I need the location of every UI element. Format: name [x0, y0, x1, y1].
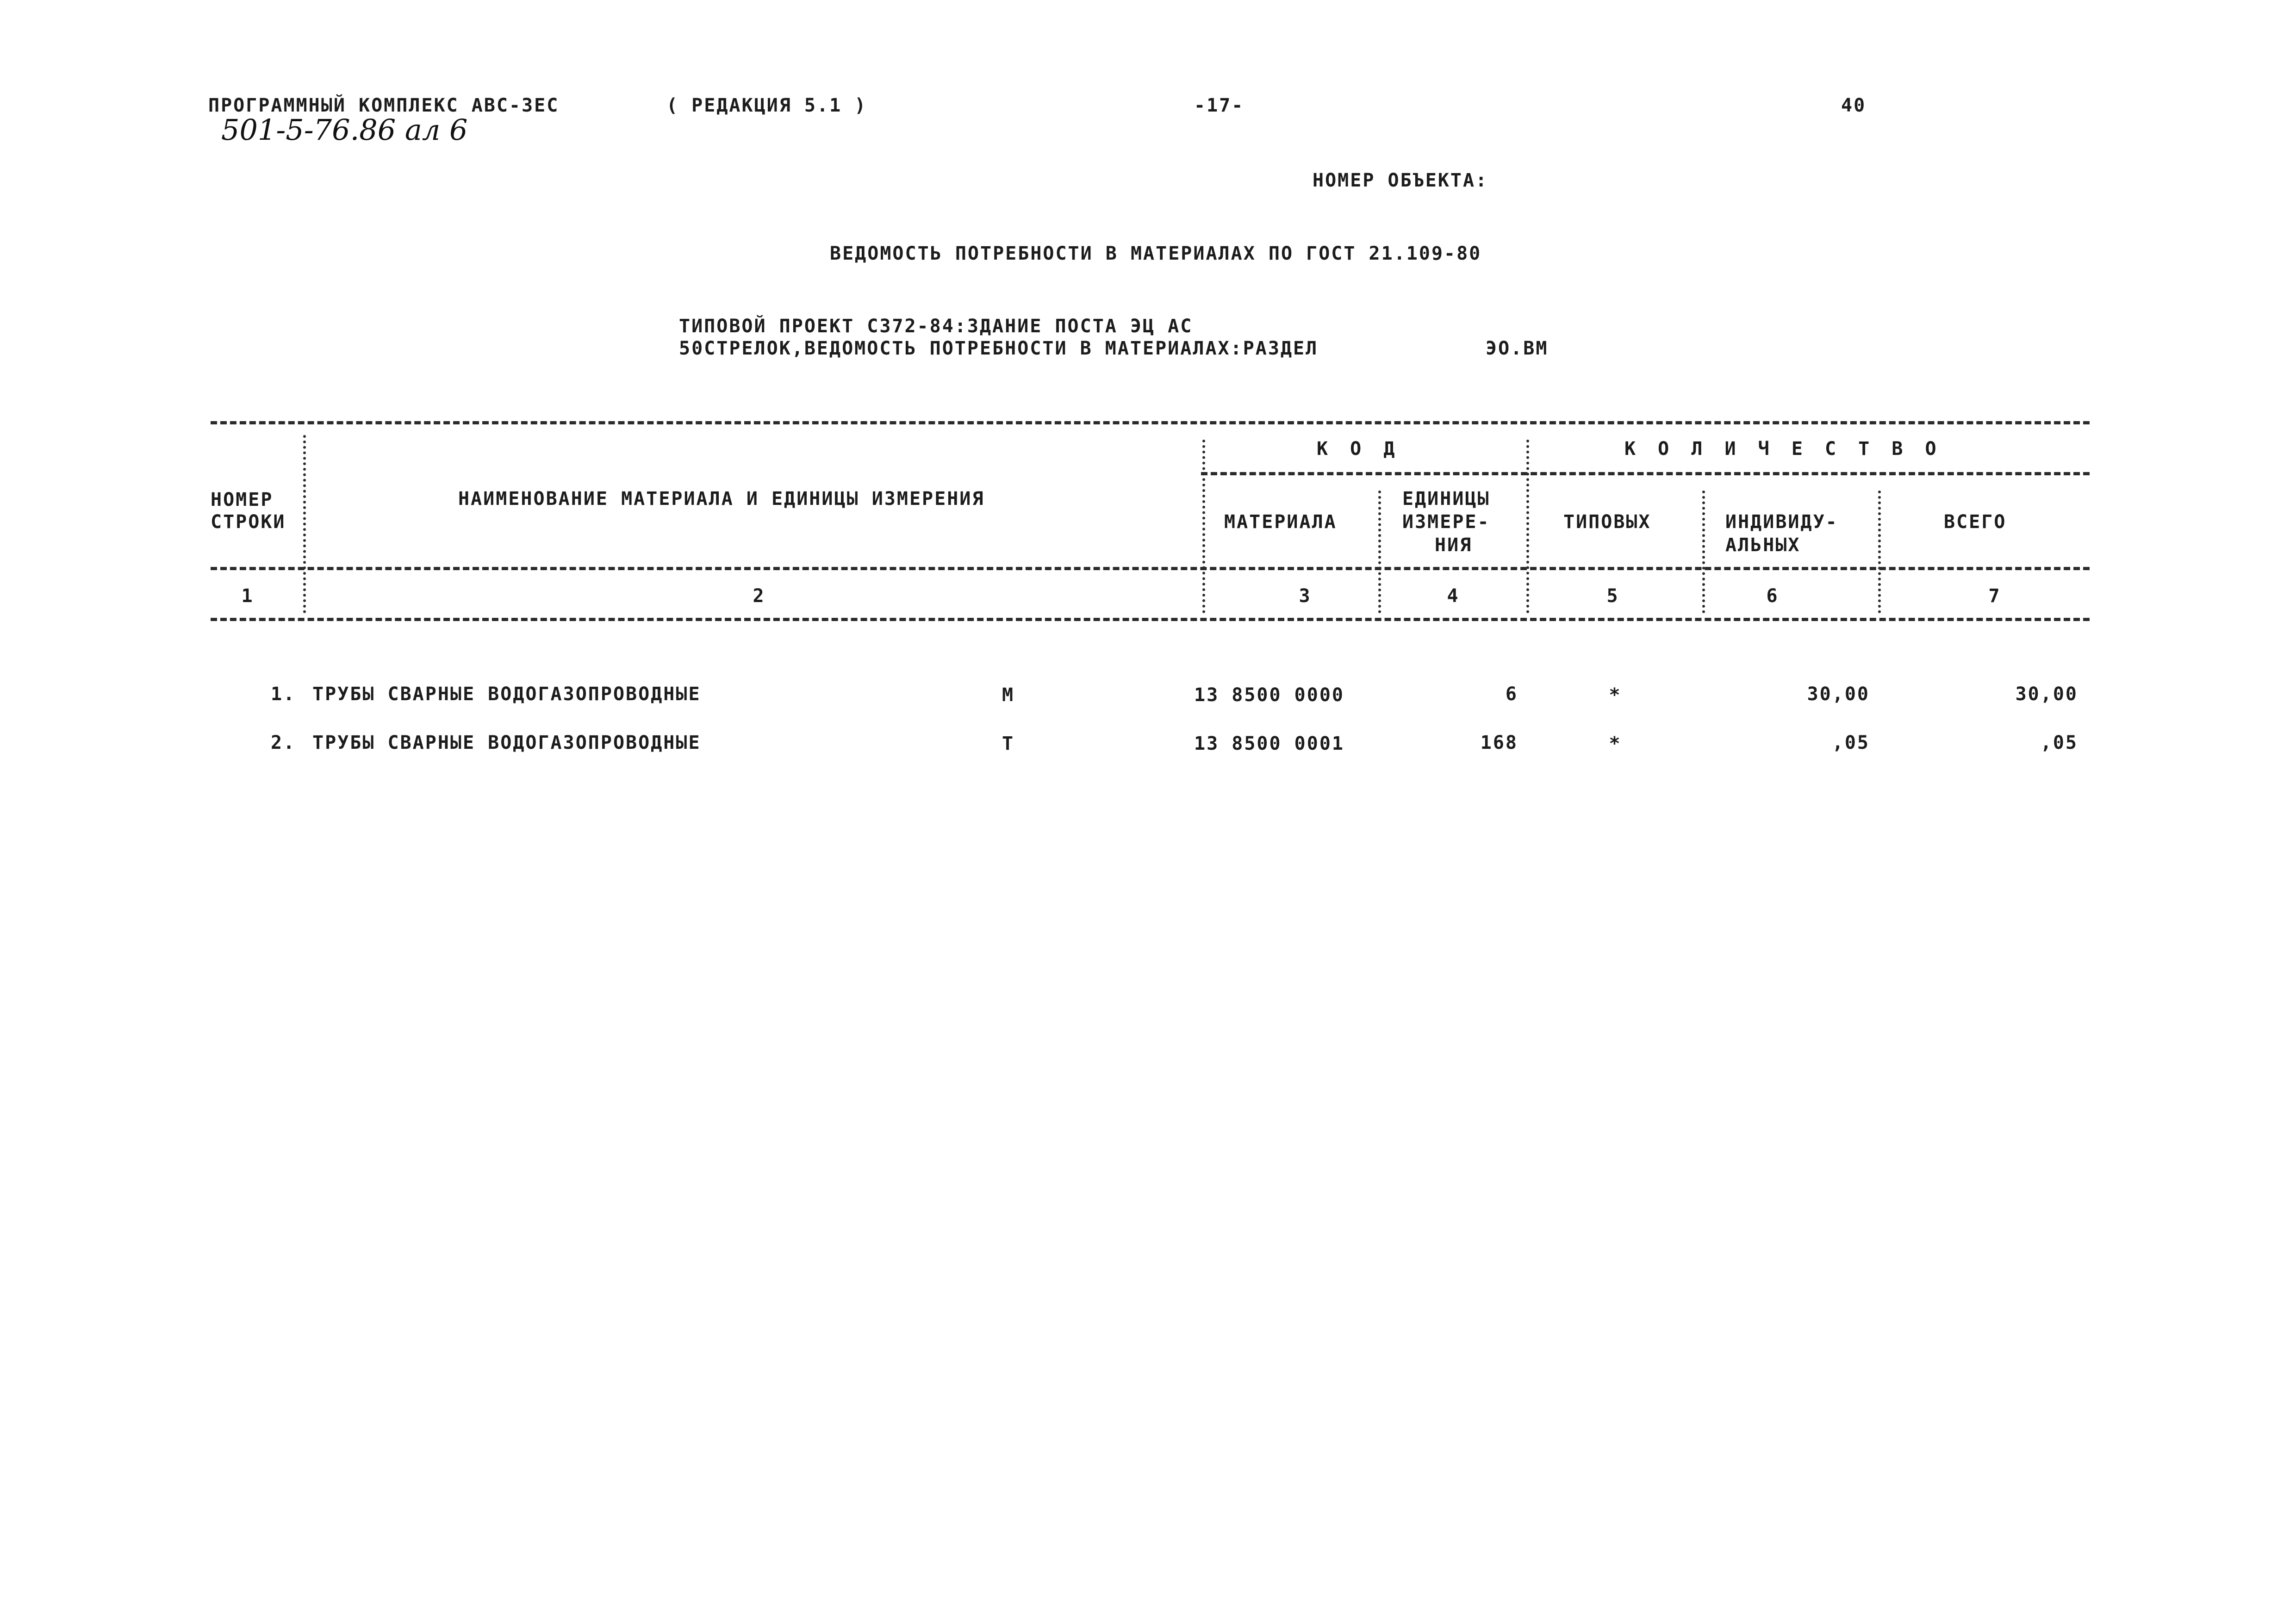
document-title: ВЕДОМОСТЬ ПОТРЕБНОСТИ В МАТЕРИАЛАХ ПО ГОСТ 21.109-80: [830, 243, 1482, 264]
material-name: ТРУБЫ СВАРНЫЕ ВОДОГАЗОПРОВОДНЫЕ: [312, 684, 701, 705]
page-number: -17-: [1194, 95, 1244, 116]
individual-qty: 30,00: [1807, 684, 1870, 705]
typical-qty: *: [1609, 684, 1622, 706]
col-sep-1: [303, 435, 306, 613]
header-code-group: К О Д: [1317, 438, 1400, 460]
row-number: 1.: [271, 684, 296, 705]
column-number-6: 6: [1766, 585, 1779, 607]
individual-qty: ,05: [1832, 732, 1870, 753]
material-name: ТРУБЫ СВАРНЫЕ ВОДОГАЗОПРОВОДНЫЕ: [312, 732, 701, 753]
column-number-4: 4: [1447, 585, 1460, 607]
column-number-3: 3: [1299, 585, 1312, 607]
unit-code: 168: [1480, 732, 1518, 753]
header-code-material: МАТЕРИАЛА: [1224, 511, 1337, 533]
column-number-5: 5: [1606, 585, 1619, 607]
col-sep-3: [1378, 491, 1381, 613]
col-sep-5: [1702, 491, 1705, 613]
header-unit-3: НИЯ: [1435, 535, 1473, 556]
column-number-1: 1: [241, 585, 254, 607]
object-number-label: НОМЕР ОБЪЕКТА:: [1313, 170, 1488, 191]
header-unit-1: ЕДИНИЦЫ: [1402, 488, 1490, 510]
section-code: ЭО.ВМ: [1486, 338, 1549, 359]
total-qty: 30,00: [2015, 684, 2078, 705]
row-number: 2.: [271, 732, 296, 753]
header-total: ВСЕГО: [1944, 511, 2007, 533]
header-bottom-rule: [211, 567, 2090, 570]
material-code: 13 8500 0000: [1194, 684, 1344, 706]
code-quantity-subrule: [1201, 472, 2090, 475]
header-row-number: НОМЕР: [211, 489, 274, 510]
project-line-2: 50СТРЕЛОК,ВЕДОМОСТЬ ПОТРЕБНОСТИ В МАТЕРИАЛАХ:РАЗДЕЛ: [679, 338, 1319, 359]
program-name: ПРОГРАММНЫЙ КОМПЛЕКС АВС-3ЕС: [208, 95, 560, 116]
col-sep-2: [1202, 440, 1205, 613]
column-number-7: 7: [1988, 585, 2001, 607]
table-top-rule: [211, 421, 2090, 424]
handwritten-code: 501-5-76.86 ал 6: [221, 113, 468, 147]
typical-qty: *: [1609, 733, 1622, 754]
unit-code: 6: [1505, 684, 1518, 705]
sheet-number: 40: [1841, 95, 1867, 116]
header-quantity-group: К О Л И Ч Е С Т В О: [1624, 438, 1942, 460]
header-individual-2: АЛЬНЫХ: [1725, 535, 1801, 556]
unit: Т: [1002, 733, 1015, 754]
unit: М: [1002, 684, 1015, 706]
header-row-number-2: СТРОКИ: [211, 511, 286, 533]
column-number-rule: [211, 618, 2090, 621]
project-line-1: ТИПОВОЙ ПРОЕКТ С372-84:ЗДАНИЕ ПОСТА ЭЦ АС: [679, 316, 1193, 337]
material-code: 13 8500 0001: [1194, 733, 1344, 754]
edition-label: ( РЕДАКЦИЯ 5.1 ): [666, 95, 867, 116]
col-sep-6: [1878, 491, 1881, 613]
total-qty: ,05: [2040, 732, 2078, 753]
column-number-2: 2: [753, 585, 765, 607]
col-sep-4: [1526, 440, 1529, 613]
header-name: НАИМЕНОВАНИЕ МАТЕРИАЛА И ЕДИНИЦЫ ИЗМЕРЕНИЯ: [458, 488, 985, 510]
header-individual-1: ИНДИВИДУ-: [1725, 511, 1838, 533]
header-unit-2: ИЗМЕРЕ-: [1402, 511, 1490, 533]
header-typical: ТИПОВЫХ: [1563, 511, 1651, 533]
